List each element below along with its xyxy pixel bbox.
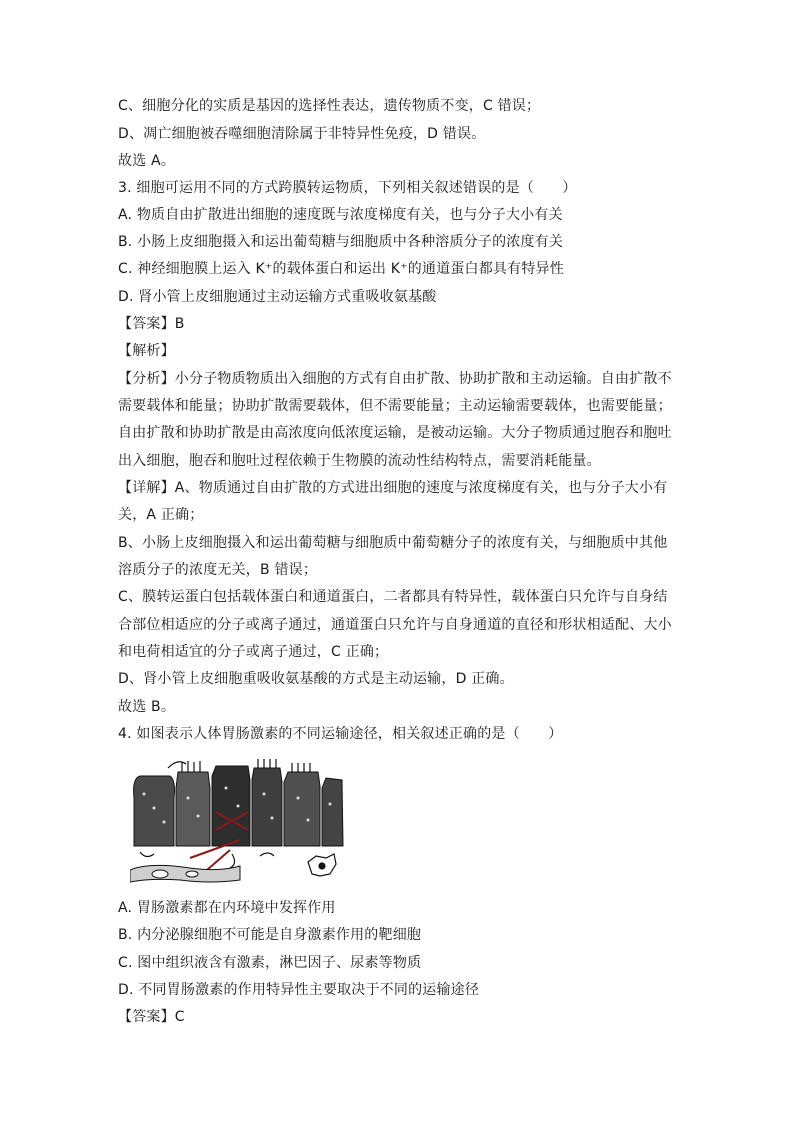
detail-text: B、小肠上皮细胞摄入和运出葡萄糖与细胞质中葡萄糖分子的浓度有关，与细胞质中其他 — [118, 535, 668, 551]
answer-label: 【答案】C — [118, 1009, 185, 1025]
analysis-text: 需要载体和能量；协助扩散需要载体，但不需要能量；主动运输需要载体，也需要能量； — [118, 398, 672, 414]
analysis-label: 【解析】 — [118, 343, 175, 359]
option-b: B. 内分泌腺细胞不可能是自身激素作用的靶细胞 — [118, 927, 422, 943]
detail-text: 和电荷相适宜的分子或离子通过，C 正确； — [118, 644, 389, 660]
detail-text: 关，A 正确； — [118, 507, 204, 523]
detail-text: 【详解】A、物质通过自由扩散的方式进出细胞的速度与浓度梯度有关，也与分子大小有 — [118, 480, 668, 496]
text-line: D、凋亡细胞被吞噬细胞清除属于非特异性免疫，D 错误。 — [118, 126, 486, 142]
question-3-stem: 3. 细胞可运用不同的方式跨膜转运物质，下列相关叙述错误的是（ ） — [118, 180, 577, 196]
text-line: C、细胞分化的实质是基因的选择性表达，遗传物质不变，C 错误； — [118, 98, 541, 114]
analysis-text: 出入细胞，胞吞和胞吐过程依赖于生物膜的流动性结构特点，需要消耗能量。 — [118, 453, 601, 469]
question-4-stem: 4. 如图表示人体胃肠激素的不同运输途径，相关叙述正确的是（ ） — [118, 726, 563, 742]
text-line: 故选 B。 — [118, 699, 176, 715]
gut-hormone-figure — [130, 758, 345, 888]
detail-text: 溶质分子的浓度无关，B 错误； — [118, 562, 318, 578]
text-line: 故选 A。 — [118, 153, 176, 169]
analysis-text: 自由扩散和协助扩散是由高浓度向低浓度运输，是被动运输。大分子物质通过胞吞和胞吐 — [118, 425, 672, 441]
option-a: A. 胃肠激素都在内环境中发挥作用 — [118, 900, 336, 916]
option-d: D. 不同胃肠激素的作用特异性主要取决于不同的运输途径 — [118, 982, 480, 998]
option-a: A. 物质自由扩散进出细胞的速度既与浓度梯度有关，也与分子大小有关 — [118, 207, 563, 223]
option-d: D. 肾小管上皮细胞通过主动运输方式重吸收氨基酸 — [118, 289, 437, 305]
option-c: C. 图中组织液含有激素，淋巴因子、尿素等物质 — [118, 955, 422, 971]
detail-text: D、肾小管上皮细胞重吸收氨基酸的方式是主动运输，D 正确。 — [118, 671, 514, 687]
detail-text: C、膜转运蛋白包括载体蛋白和通道蛋白，二者都具有特异性，载体蛋白只允许与自身结 — [118, 589, 668, 605]
analysis-text: 【分析】小分子物质物质出入细胞的方式有自由扩散、协助扩散和主动运输。自由扩散不 — [118, 371, 672, 387]
option-c: C. 神经细胞膜上运入 K⁺的载体蛋白和运出 K⁺的通道蛋白都具有特异性 — [118, 261, 564, 277]
option-b: B. 小肠上皮细胞摄入和运出葡萄糖与细胞质中各种溶质分子的浓度有关 — [118, 234, 564, 250]
detail-text: 合部位相适应的分子或离子通过，通道蛋白只允许与自身通道的直径和形状相适配、大小 — [118, 617, 672, 633]
answer-label: 【答案】B — [118, 316, 185, 332]
